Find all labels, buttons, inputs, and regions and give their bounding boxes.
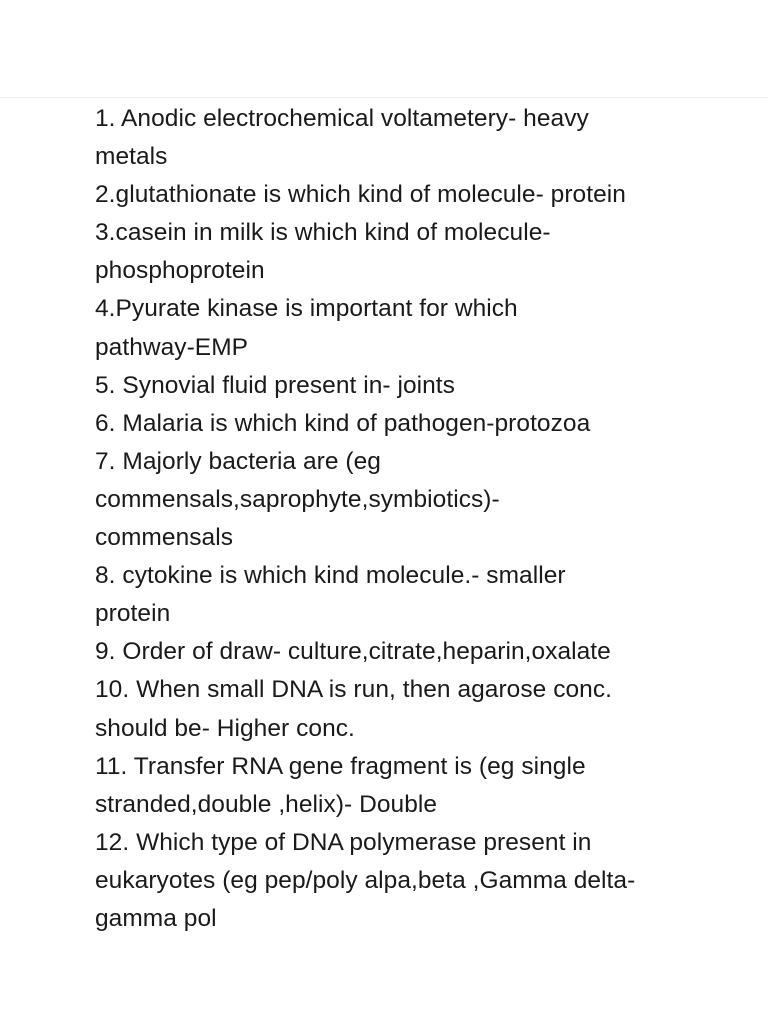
- note-line: 1. Anodic electrochemical voltametery- heavy: [95, 105, 589, 132]
- note-line: 9. Order of draw- culture,citrate,heparin,oxalate: [95, 638, 611, 666]
- note-line: stranded,double ,helix)- Double: [95, 790, 438, 818]
- note-line: 2.glutathionate is which kind of molecule- protein: [95, 181, 626, 209]
- note-line: should be- Higher conc.: [95, 714, 355, 742]
- note-line: commensals,saprophyte,symbiotics)-: [95, 485, 500, 513]
- note-line: phosphoprotein: [95, 257, 265, 285]
- note-line: eukaryotes (eg pep/poly alpa,beta ,Gamma delta-: [95, 866, 636, 894]
- note-line: protein: [95, 600, 171, 628]
- note-line: metals: [95, 143, 168, 171]
- note-line: gamma pol: [95, 904, 217, 932]
- note-line: 11. Transfer RNA gene fragment is (eg single: [95, 752, 586, 780]
- note-line: 5. Synovial fluid present in- joints: [95, 371, 455, 399]
- note-line: 4.Pyurate kinase is important for which: [95, 295, 518, 323]
- note-line: 3.casein in milk is which kind of molecule-: [95, 219, 551, 247]
- note-line: 6. Malaria is which kind of pathogen-protozoa: [95, 409, 591, 437]
- note-line: 12. Which type of DNA polymerase present in: [95, 828, 592, 856]
- note-line: 8. cytokine is which kind molecule.- smaller: [95, 562, 566, 590]
- note-line: commensals: [95, 524, 234, 552]
- note-line: 7. Majorly bacteria are (eg: [95, 447, 381, 475]
- note-text-body: [95, 100, 735, 938]
- note-line: pathway-EMP: [95, 333, 249, 361]
- note-line: 10. When small DNA is run, then agarose conc.: [95, 676, 613, 704]
- header-divider: [0, 97, 768, 98]
